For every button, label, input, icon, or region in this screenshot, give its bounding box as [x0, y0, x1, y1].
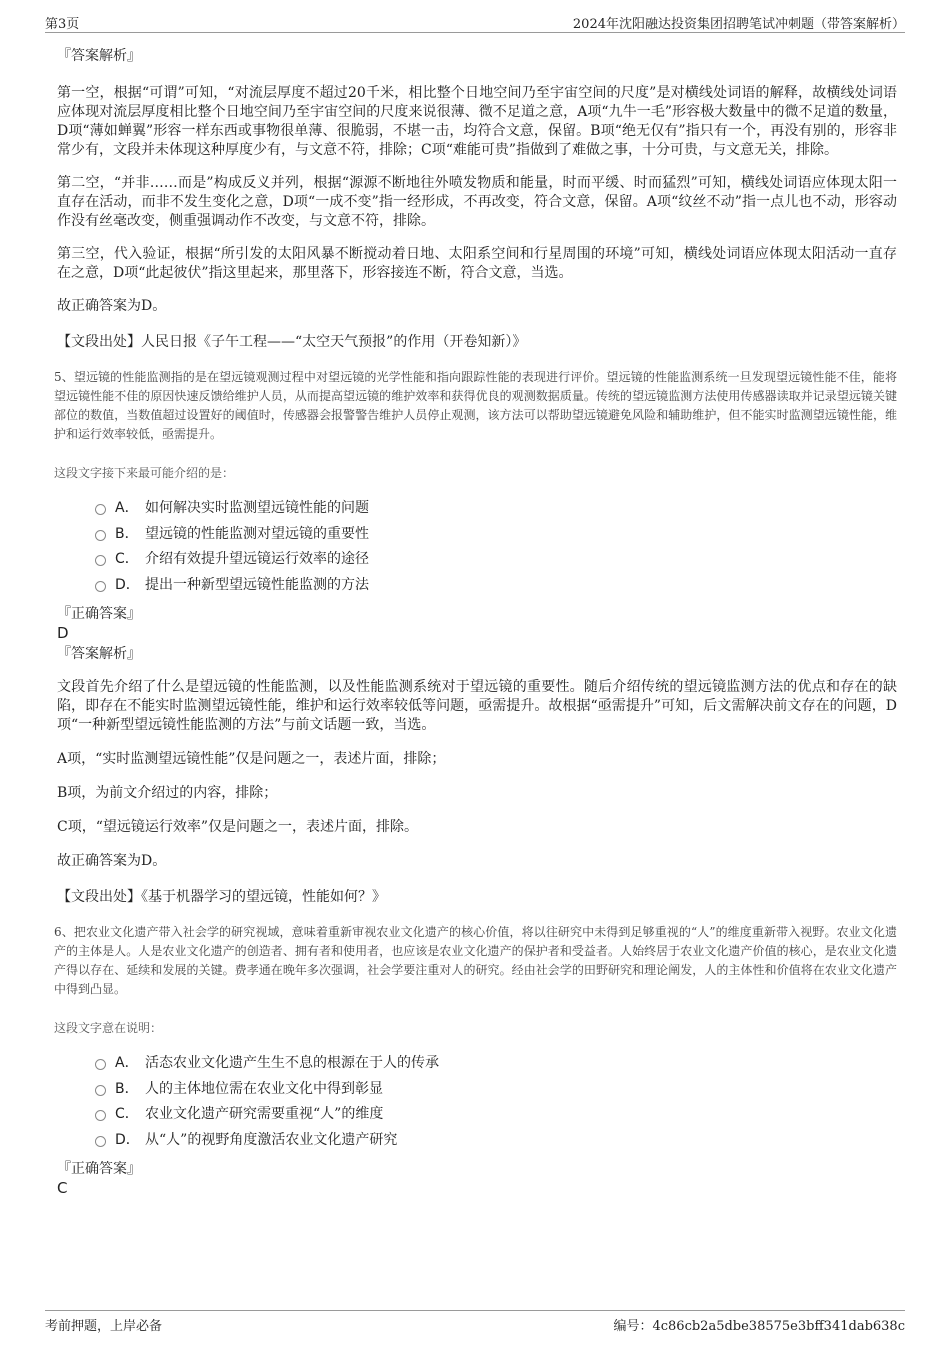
q6-answer: C	[57, 1179, 68, 1197]
option-c[interactable]	[95, 1102, 897, 1128]
radio-icon[interactable]	[95, 1059, 106, 1070]
q4-analysis-label: 『答案解析』	[57, 48, 141, 64]
radio-icon[interactable]	[95, 555, 106, 566]
q6-options	[57, 1051, 897, 1153]
option-d[interactable]	[95, 1128, 897, 1154]
q5-analysis-paragraph: 文段首先介绍了什么是望远镜的性能监测，以及性能监测系统对于望远镜的重要性。随后介绍传统的望远镜监测方法的优点和存在的缺陷，即存在不能实时监测望远镜性能，维护和运行效率较低等问题，亟需提升。故根据“亟需提升”可知，后文需解决前文存在的问题，D项“一种新型望远镜性能监测的方法”与前文话题一致，当选。	[57, 679, 897, 733]
q6-question-text: 6、把农业文化遗产带入社会学的研究视域，意味着重新审视农业文化遗产的核心价值，将以往研究中未得到足够重视的“人”的维度重新带入视野。农业文化遗产的主体是人。人是农业文化遗产的创造者、拥有者和使用者，也应该是农业文化遗产的保护者和受益者。人始终居于农业文化遗产价值的核心，是农业文化遗产得以存在、延续和发展的关键。费孝通在晚年多次强调，社会学要注重对人的研究。经由社会学的田野研究和理论阐发，人的主体性和价值将在农业文化遗产中得到凸显。	[54, 925, 897, 996]
option-a[interactable]	[95, 1051, 897, 1077]
q6-answer-label: 『正确答案』	[57, 1161, 141, 1177]
q5-analysis-paragraph: C项，“望远镜运行效率”仅是问题之一，表述片面，排除。	[57, 819, 419, 835]
radio-icon[interactable]	[95, 1136, 106, 1147]
q5-analysis-label: 『答案解析』	[57, 646, 141, 662]
q4-analysis-paragraph: 第三空，代入验证，根据“所引发的太阳风暴不断搅动着日地、太阳系空间和行星周围的环境”可知，横线处词语应体现太阳活动一直存在之意，D项“此起彼伏”指这里起来，那里落下，形容接连不断，符合文意，当选。	[57, 246, 897, 281]
option-letter: C．	[115, 551, 139, 567]
radio-icon[interactable]	[95, 1110, 106, 1121]
option-text: 人的主体地位需在农业文化中得到彰显	[145, 1080, 383, 1097]
page-footer	[45, 1310, 905, 1337]
q4-analysis-paragraph: 第一空，根据“可谓”可知，“对流层厚度不超过20千米，相比整个日地空间乃至宇宙空间的尺度”是对横线处词语的解释，故横线处词语应体现对流层厚度相比整个日地空间乃至宇宙空间的尺度来说很薄、微不足道之意，A项“九牛一毛”形容极大数量中的微不足道的数量，D项“薄如蝉翼”形容一样东西或事物很单薄、很脆弱，不堪一击，均符合文意，保留。B项“绝无仅有”指只有一个，再没有别的，形容非常少有，文段并未体现这种厚度少有，与文意不符，排除；C项“难能可贵”指做到了难做之事，十分可贵，与文意无关，排除。	[57, 85, 897, 158]
q5-question-text: 5、望远镜的性能监测指的是在望远镜观测过程中对望远镜的光学性能和指向跟踪性能的表现进行评价。望远镜的性能监测系统一旦发现望远镜性能不佳，能将望远镜性能不佳的原因快速反馈给维护人员，从而提高望远镜的维护效率和获得优良的观测数据质量。传统的望远镜监测方法使用传感器读取并记录望远镜关键部位的数值，当数值超过设置好的阈值时，传感器会报警警告维护人员停止观测，该方法可以帮助望远镜避免风险和辅助维护，但不能实时监测望远镜性能，维护和运行效率较低，亟需提升。	[54, 370, 897, 441]
option-letter: D．	[115, 1131, 140, 1148]
option-text: 提出一种新型望远镜性能监测的方法	[145, 576, 369, 593]
option-letter: A．	[115, 500, 139, 516]
footer-slogan: 考前押题，上岸必备	[45, 1319, 163, 1334]
option-d[interactable]	[95, 573, 897, 599]
q5-analysis-paragraph: A项，“实时监测望远镜性能”仅是问题之一，表述片面，排除；	[57, 751, 446, 767]
document-title: 2024年沈阳融达投资集团招聘笔试冲刺题（带答案解析）	[572, 17, 905, 32]
option-b[interactable]	[95, 1077, 897, 1103]
option-letter: B．	[115, 1080, 139, 1097]
option-c[interactable]	[95, 547, 897, 573]
option-text: 活态农业文化遗产生生不息的根源在于人的传承	[145, 1055, 439, 1071]
document-code: 编号：4c86cb2a5dbe38575e3bff341dab638c	[613, 1319, 905, 1334]
option-letter: B．	[115, 525, 139, 542]
radio-icon[interactable]	[95, 581, 106, 592]
option-letter: A．	[115, 1055, 139, 1071]
q5-source: 【文段出处】《基于机器学习的望远镜，性能如何？》	[57, 889, 386, 905]
page-number: 第3页	[45, 17, 80, 32]
radio-icon[interactable]	[95, 1085, 106, 1096]
q5-options	[57, 496, 897, 598]
option-text: 农业文化遗产研究需要重视“人”的维度	[145, 1106, 384, 1122]
q5-prompt: 这段文字接下来最可能介绍的是：	[54, 466, 235, 480]
option-text: 如何解决实时监测望远镜性能的问题	[145, 500, 369, 516]
q6-prompt: 这段文字意在说明：	[54, 1021, 163, 1035]
q5-analysis-paragraph: B项，为前文介绍过的内容，排除；	[57, 785, 278, 801]
q4-conclusion: 故正确答案为D。	[57, 298, 167, 314]
page-content	[54, 38, 897, 1197]
q5-answer: D	[57, 624, 69, 642]
radio-icon[interactable]	[95, 504, 106, 515]
q5-answer-label: 『正确答案』	[57, 606, 141, 622]
q4-source: 【文段出处】人民日报《子午工程——“太空天气预报”的作用（开卷知新）》	[57, 334, 527, 350]
option-letter: C．	[115, 1106, 139, 1122]
radio-icon[interactable]	[95, 530, 106, 541]
option-letter: D．	[115, 576, 140, 593]
option-text: 从“人”的视野角度激活农业文化遗产研究	[145, 1131, 398, 1148]
option-b[interactable]	[95, 522, 897, 548]
option-a[interactable]	[95, 496, 897, 522]
q5-conclusion: 故正确答案为D。	[57, 853, 167, 869]
page-header	[45, 10, 905, 33]
option-text: 介绍有效提升望远镜运行效率的途径	[145, 551, 369, 567]
option-text: 望远镜的性能监测对望远镜的重要性	[145, 525, 369, 542]
q4-analysis-paragraph: 第二空，“并非……而是”构成反义并列，根据“源源不断地往外喷发物质和能量，时而平缓、时而猛烈”可知，横线处词语应体现太阳一直存在活动，而非不发生变化之意，D项“一成不变”指一经形成，不再改变，符合文意，保留。A项“纹丝不动”指一点儿也不动，形容动作没有丝毫改变，侧重强调动作不改变，与文意不符，排除。	[57, 175, 897, 229]
